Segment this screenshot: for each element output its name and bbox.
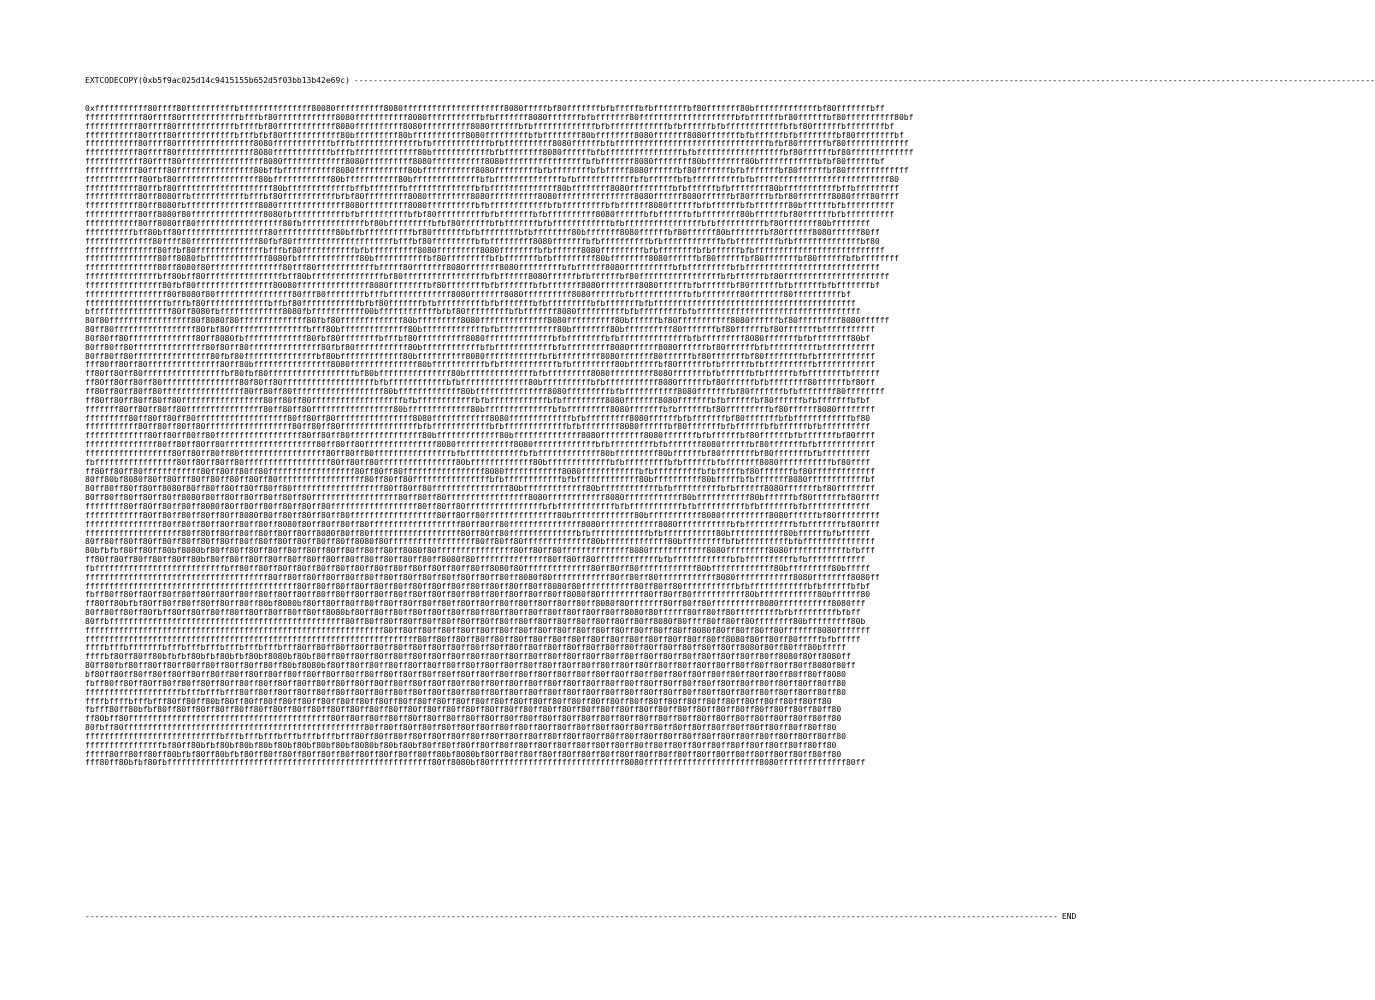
- dump-line: ffffffffffffffffffff80ff80ff80ff80ff80ff80ff80ff8080f80ff80fffffffffffffffffff80ff80ff80ffffffffffffffbfbffffffffffffbfbfffffffffff80bfffffffffff80bffffffbfbffffff: [85, 528, 871, 538]
- dump-line: ffffffffffffffffffffbfffbfffbfff80ff80ff80ff80ff80ff80ff80ff80ff80ff80ff80ff80ff80ff80ff80ff80ff80ff80ff80ff80ff80ff80ff80ff80ff80ff80ff80ff80ff80ff80ff80ff80: [85, 687, 846, 697]
- dump-line: ffffffffffffffffffffffffffffbfffbfffbfffbfffbfffbfffbfff80ff80ff80ff80ff80ff80ff80ff80ff80ff80ff80ff80ff80ff80ff80ff80ff80ff80ff80ff80ff80ff80ff80ff80ff80ff80: [85, 731, 846, 741]
- dump-line: ffffffffffffffffbf80ff80bfbf80bf80bf80bf80bf80bf80bf80bf8080bf80bf80bf80ff80ff80ff80ff80ff80ff80ff80ff80ff80ff80ff80ff80ff80ff80ff80ff80ff80ff80ff80ff80ff80: [85, 740, 837, 750]
- dump-header: [85, 76, 1375, 86]
- dump-line: fffffffffffffff80ff8080fbfffffffffffff8080fbfffffffffffff80bfffffffffffbf80fffffffffbfbfffffffbfbfffffffff80bffffffff8080ffffffbf80ffffffbf80fffffffbf80ffffffbfbffffffff: [85, 254, 899, 264]
- dump-line: bfffffffffffffffff80ff8080fbfffffffffffff8080fbfffffffffff00bffffffffffffbfbf80fffffffffbfbfffffff8080ffffffffffbfbfffffffffbfbffffffffffffffffffffffffffffffffff: [85, 307, 861, 317]
- dump-line: 80ff80ff80ff80fbff80ff80ff80ff80ff80ff80ff80ff80ff8080bf80ff80ff80ff80ff80ff80ff80ff80ff80ff80ff80ff80ff80ff80ff8080f80ffffff80ff80ff80fffffffffbfbfffffffffbfbff: [85, 608, 861, 618]
- dump-line: fbfffffffffffffffffffffffffffbff80ff80ff80ff80ff80ff80ff80ff80ff80ff80ff80ff80ff80ff8080f80ffffffffffffff80ff80ff80ffffffffffff80bfffffffffffff80bfffffffff80bfffff: [85, 563, 871, 573]
- dump-line: fff80ff80bfbf80fbfffffffffffffffffffffffffffffffffffffffffffffffffffffff80ff8080bf80ffffffffffffffffffffffffffff8080ffffffffffffffffffffffff8080ffffffffffffff80ff: [85, 758, 866, 768]
- dump-line: fffffffffffffffff80f8080f80ffffffffffffffff80fff80ffffffffbfffbfffffffffffff8080fffffff8080ffffffffff8080ffffffbfbfffffffffffbfbffffffff80fffffff80ffffffffffbf: [85, 289, 851, 299]
- dump-line: fffffffffff80ffff80ffffffffffffffff8080ffffffffffffbfffbfffffffffffff80bffffffffffffbfbffffffff8080ffffffbfbffffffffffffffffbfbffffffffffffffffffbf80ffffffbf80fffffffffffff: [85, 148, 914, 158]
- dump-line: ffffbfffbfffffffbfffbfffbfffbfffbfffbfffbfff80ff80ff80ff80ff80ff80ff80ff80ff80ff80ff80ff80ff80ff80ff80ff80ff80ff80ff80ff80ff80ff80ff80ff8080f80ff80fff80bfffff: [85, 643, 846, 653]
- dump-line: ffffffffffffffffffffffffffffffffffffffffffff80ff80ff80ff80ff80ff80ff80ff80ff80ff80ff80ff80ff80ff8080f80fffffffffff80ff80ff80fffffffffffbfbffffffffffffbfbffffffbfbf: [85, 581, 871, 591]
- dump-line: fffff80ff80ff80ff80bfbf80ff80bfbf80ff80ff80ff80ff80ff80ff80ff80ff80ff80ff80bf8080bf80ff80ff80ff80ff80ff80ff80ff80ff80ff80ff80ff80ff80ff80ff80ff80ff80ff80ff80: [85, 749, 842, 759]
- dump-line: ffffffffffffff80ffff80ffffffffffffff80fbf80fffffffffffffffffffffbfffbf80fffffffffbfbfffffffff8080fffffffbfbffffffffffbfbffffffffffffbfbfffffffffbfbffffffffffffffbf80: [85, 236, 880, 246]
- dump-line: fbfff80ff80bfbf80ff80ff80ff80ff80ff80ff80ff80ff80ff80ff80ff80ff80ff80ff80ff80ff80ff80ff80ff80ff80ff80ff80ff80ff80ff80ff80ff80ff80ff80ff80ff80ff80ff80ff80ff80: [85, 705, 842, 715]
- dump-line: fffffff80ff80ff80ff80ffffffffffffffff80ff80ff80fffffffffffffffff80bfffffffffffff80bffffffffffffffbfbfffffffff8080fffffffbfbffffffbf80fffffffffbf80ffffff8080ffffffff: [85, 404, 875, 414]
- dump-line: fffffffffff80ffff80ffffffffffffbfffbfbf80ffffffffffff80bfffffffff80bfffffffffff8080fffffffffbfbffffffff80bffffffff8080fffffff8080fffffffbfbffffffbfbffffffffbf80ffffffffbf: [85, 130, 904, 140]
- dump-line: 80ff80ff80ff80ff8080f80ff80ff80ff80ff80ff80fffffffffffffffffff80ff80ff80ffffffffffffffff80bfffffffffffff80bffffffffffffbfbffffffffffbfbffffff8080fffffffbf80ffffffff: [85, 484, 875, 494]
- dump-line: ff80ff80ff80ff80fffffffffffffffff80ff80ff80fffffffffffffffffff80bfffffffffffff80bfffffffffffffff8080fffffffffbfbfffffffffff8080fffffffbf80fffffffbfbffffffff80ffffffff: [85, 387, 885, 396]
- bytecode-dump: [85, 105, 915, 768]
- dump-line: 80ff80bf8080f80ff80fff80ff80ff80ff80ff80ffffffffffffffffff80ff80ff80ffffffffffffffffbfbffffffffffffbfbfffffffffffff80bffffffffff80bfffffbfbfffffff8080ffffffffffffbf: [85, 475, 875, 485]
- dump-line: fffffffffff80ff8080f80fffffffffffffff8080fbfffffffffffbfbffffffffffbfbf80ffffffffffbfbfffffffbfbffffffffff8080ffffffbfbffffffbfbffffffff80bffffffbf80ffffffbfbffffffffff: [85, 210, 895, 220]
- dump-line: 80ff80ff80fffffffffffffff80f80ff80fffffffffffffff80fbf80fffffffffff80bffffffffffffbfbffffffffffffbfbfffffffff8080ffffff8080ffffffbf80ffffffbfbffffffffffbfffffffffff: [85, 342, 875, 352]
- dump-line: fffffffff80ff80ff80ff80fffffffffffffffffff80ff80ff80ffffffffffffffff8080ffffffffffff8080fffffffffffffbfbfffffffff8080ffffffbfbfffffffbf80fffffffbfbffffffffffffbf80: [85, 413, 871, 423]
- dump-line: 80ff80ff80ff80ff80ff80ff80ff80ff80ff80ff80ff80ff80ff80ff8080f80ffffffffffffffffff80ff80ff80ffffffffffffff80bfffffffffffff80bfffffffffbfbffffffffffbfbfffffffffffffff: [85, 537, 875, 547]
- dump-line: 80ff80ff80ff80ff80ff8080f80ff80ff80ff80ff80ff80ffffffffffffffffff80ff80ff80fffffffffffffffff8080ffffffffffff8080ffffffffffff80bfffffffffff80bffffffbf80ffffffbf80ffff: [85, 493, 880, 503]
- dump-line: ff80ff80ff80fffffffffffffffffbf80fbf80ffffffffffffffffffbf80bfffffffffffffff80bffffffffffffffbfbfffffffff8080fffffffff8080fffffffbfbffffffbfbffffffbfbffffffffbffffff: [85, 369, 880, 379]
- dump-line: fbff80ff80ff80ff80ff80ff80ff80ff80ff80ff80ff80ff80ff80ff80ff80ff80ff80ff80ff80ff80ff80ff80ff80ff80ff8080f80fffffffff80ff80ff80fffffffffff80bffffffffffff80bffffff80: [85, 590, 871, 600]
- dump-line: 80f80ff80ffffffffffffff80ff8080fbfffffffffffff80fbf80ffffffffbfffbf80ffffffffff8080ffffffffffffffbfbffffffffbfbffffffffffffffbfbfffffffff8080fffffffbfbffffffff80bf: [85, 333, 871, 343]
- dump-line: fffffffffffffff80ff80ff80ff80fffffffffffffffffff80ff80ff80fffffffffffffff8080ffffffffffff8080fffffffffffffbfbfffffffffbfbfffffff8080ffffffbf80fffffffbfbffffffffffff: [85, 440, 875, 450]
- dump-line: fffffffffffffff80ff8080f80fffffffffffffff80fff80ffffffffffffbfffff80fffffff8080fffffff8080fffffffffbfbffffff8080ffffffffffbfbfffffffffbfbffffffffffffffffffffffffffff: [85, 263, 880, 273]
- dump-line: fbff80ff80ff80ff80ff80ff80ff80ff80ff80ff80ff80ff80ff80ff80ff80ff80ff80ff80ff80ff80ff80ff80ff80ff80ff80ff80ff80ff80ff80ff80ff80ff80ff80ff80ff80ff80ff80ff80ff80: [85, 678, 846, 688]
- dump-line: ffffffffffffffffff80ff80ff80ff80ffffffffffffffffff80ff80ff80ffffffffffffffffbfbffffffffffffbfbfffffffffffff80bfffffffff80bffffffbf80fffffffbf80fffffffbfbffffffffff: [85, 448, 871, 458]
- dump-line: ffffbf80ff80ff80bfbfbf80bfbf80bfbf80bf8080bf80bf80ff80ff80ff80ff80ff80ff80ff80ff80ff80ff80ff80ff80ff80ff80ff80ff80ff80ff80ff80ff80ff80ff80ff80ff8080f80ff8080ff: [85, 652, 851, 662]
- dump-line: fffffffffff80ff80ff80ff80ffffffffffffffffff80ff80ff80ffffffffffffffffbfbffffffffffffbfbfffffffffffffbfbffffffff8080ffffffbf80fffffffbfbffffffbfbffffffbfbffffffffff: [85, 422, 871, 432]
- dump-line: fffffffffffffffbff80bff80ffffffffffffffffbff80bfffffffffffffffbf80fffffffffffffffffbfbffffff8080ffffffbfbffffffbf80fffffffffffffffffbfbffffffbf80ffffffffffffffffffffff: [85, 272, 890, 282]
- dump-line: ff80ff80bfbf80ff80ff80ff80ff80ff80ff80bf8080bf80ff80ff80ff80ff80ff80ff80ff80ff80ff80ff80ff80ff80ff80ff80ff8080f80fffffff80ff80ff80ffffffffff8080fffffffffff8080fff: [85, 599, 866, 609]
- dump-line: fff80ff80ff80fffffffffffffff80ff80bffffffffffffffff8080ffffffffffffff80bfffffffffffbfbffffffffffffbfbfffffffff80bffffffbf80ffffffbfbffffffbfbffffffffffbffffffffffff: [85, 360, 875, 370]
- dump-line: ffffffffffbff80bff80ffffffffffffffffff80ffffffffffff80bffbffffffffffbf80fffffffbfbffffffffbfbffffffff80bfffffff8080ffffffbf80ffffff80bfffffffbf80ffffff8080ffffff80ff: [85, 227, 880, 237]
- dump-line: 80f80fffffffffffffffff80f8080f80ffffffffffffff80fbf80fffffffffffff80bfffffffff8080ffffffffffffff8080ffffffffff80bffffffbf80fffffffffff8080ffffffbf80fffffffff8080ffffff: [85, 316, 890, 326]
- dump-line: 80bfbfbf80ff80ff80bf8080bf80ff80ff80ff80ff80ff80ff80ff80ff80ff80ff8080f80ffffffffffffffff80ff80ff80ffffffffffffff8080ffffffffffff8080fffffffff8080ffffffffffffbfbfff: [85, 546, 875, 556]
- dump-line: ff80ff80ff80ffffffffffff80ff80ff80ff80ffffffffffffffffff80ff80ff80fffffffffffffffff8080ffffffffffff8080ffffffffffffbfbffffffffffbfbfffffbf80fffffffbf80fffffffffffff: [85, 466, 875, 476]
- dump-line: ffffffffffffffffffffffffffffffffffffffffffffffffffffffffffffff80ff80ff80ff80ff80ff80ff80ff80ff80ff80ff80ff80ff80ff80ff80ff80ff8080f80ff80ff80ff80fffffff8080fffffff: [85, 625, 871, 635]
- dump-line: ffffffffffff80fbf80fffffffffffffffff80bffffffffffff80bfffffffffff80bffffffffffffffbfbffffffffffffffbfbffffffffffffbfbffffffbfbffffffffffbfbffffffffffffffffffffffffffff80: [85, 174, 899, 184]
- header-rule: --------------------------------------------------------------------------------------------------------------------------------------------------------------------------------------------------------------------: [353, 76, 1375, 85]
- dump-line: fffffffffff80ff8080ff80ffffffffffffffffff80fbfffffffffffffbf80bfffffffffbfbf80ffffffbfbfffffffbfbffffffffffffbfbffffffffffffffffbfbffffffffffbf80fffffff80bffffffff: [85, 218, 871, 228]
- dump-line: fffffffffff80ffbf80ffffffffffffffffffff80bfffffffffffffbffbfffffffbffffffffffffffbfbffffffffffffff80bffffffff8080fffffffffbfbffffffbfbffffffff80bfffffffffffbffbfffffffff: [85, 183, 899, 193]
- dump-line: ffffffffffff80ffff80fffffffffffffffff8080fffffffffffff8080ffffffffff8080fffffffffff8080fffffffffffffffffbfbfffffff8080ffffffff80bffffffff80bffffffffffffbfbf80ffffffbf: [85, 157, 885, 167]
- dump-line: ffffffff80ff80ff80ff80ff8080f80ff80ff80ff80ff80ff80ffffffffffffffffff80ff80ff80ffffffffffffffffbfbffffffffffffbfbfffffffffffbfbffffffffffbfbfffffffbfbfffffffffffff: [85, 501, 871, 511]
- dump-line: fffffffffff80ff8080ffbfffffffffffbfffbf80fffffffffffbfbf80fffffffff8080fffffffff8080ffffffffff8080ffffffffffffffff8080ffffff8080ffffffbf80ffffbfbf80fffffff8080ffff80ffff: [85, 192, 899, 202]
- dump-line: ffffffffffff80ffff80ffffffffffffbfffbf80ffffffffffff8080fffffffffff8080fffffffffffbfbfffffff8080fffffffbfbfffffff80ffffffffffffffffffffbfbffffffbf80ffffffbf80ffffffffff80bf: [85, 112, 914, 122]
- dump-line: fffffffffffff80ff80ff80ff80ffffffffffffffffff80ff80ff80fffffffffffffff80bfffffffffffff80bffffffffffffff8080fffffffff8080fffffffbfbffffffbf80ffffffbfbfffffffbf80ffff: [85, 431, 875, 441]
- dump-line: ffffffffffffffff80ff80ff80ff80ff80ff80ff8080f80ff80ff80ff80fffffffffffffffffff80ff80ff80fffffffffffffff8080ffffffffffff8080fffffffffffbfbffffffffffbfbfffffffbf80ffff: [85, 519, 880, 529]
- dump-line: 80ffbfffffffffffffffffffffffffffffffffffffffffffffffff80ff80ff80ff80ff80ff80ff80ff80ff80ff80ff80ff80ff80ff80ff80ff80ff8080f80ffff80ff80ff80ffffffff80bfffffffff80b: [85, 616, 866, 626]
- dump-line: fffffffffff80ffff80ffffffffffffffff8080ffffffffffffbfffbfffffffffffffbfbffffffffffffbfbffffffffff8080ffffffbfbffffffffffffffffffffffffffffffffbfbf80ffffffbf80fffffffffffff: [85, 139, 909, 149]
- dump-line: fffffffffff80ff8080fbfffffffffffffff8080ffffffffffffff8080fffffffff8080ffffffffffbfbffffffffffffbfbfffffffffbfbffffff8080ffffffbfbffffffbfbfffffff80bffffffbfbffffffffff: [85, 201, 895, 211]
- footer-rule: ----------------------------------------------------------------------------------------------------------------------------------------------------------------------------------------------------------: [85, 912, 1058, 921]
- end-label: END: [1061, 912, 1077, 921]
- dump-line: ffffffffffffffff80fbf80ffffffffffffffff80080fffffffffffffff8080ffffffffbf80ffffffffbfbfffffffbfbfffffff8080ffffffff8080ffffffbfbffffffbf80ffffffbfbffffffbfbfffffffbf: [85, 280, 880, 290]
- dump-line: 80ff80fbf80ff80ff80ff80ff80ff80ff80ff80ff80bf8080bf80ff80ff80ff80ff80ff80ff80ff80ff80ff80ff80ff80ff80ff80ff80ff80ff80ff80ff80ff80ff80ff80ff80ff80ff80ff8080f80ff: [85, 661, 856, 671]
- dump-line: ff80ff80ff80ff80ffffffffffffffff80f80ff80fffffffffffffffffffbfbffffffffffffbfbffffffffffffff80bffffffffffbfbfffffffffff8080ffffffbf80ffffffbfbffffffff80ffffffbf80ff: [85, 378, 875, 388]
- dump-line: 0xfffffffffff80ffff80ffffffffffbfffffffffffffff80080ffffffffff8080fffffffffffffffffffff8080fffffbf80fffffffbfbfffffbfbfffffffbf80fffffff80bfffffffffffffbf80fffffffbff: [85, 104, 885, 113]
- dump-line: fffffffffff80ffff80ffffffffffffbffffbf80ffffffffffff8080ffffffffff8080ffffffffff8080ffffffbfbfffffffffffffbfbffffffffffffbfbffffffbfbffffffffffffbfbf80ffffffbffffffffbf: [85, 121, 895, 131]
- dump-line: 80ff80ff80ffffffffffffffff80fbf80fffffffffffffffbf80bfffffffffffff80bffffffffff8080ffffffffffffbfbfffffffff8080fffffff80ffffffbf80fffffffbf80ffffffffbfbffffffffffff: [85, 351, 875, 361]
- dump-line: fffffffffff80ffff80ffffffffffffffff80bffbfffffffffff8080fffffffffff80bfffffffffff8080fffffffffbfbffffffffbfbfffff8080ffffffbf80fffffffbfbfffffffbf80ffffffbf80fffffffffffff: [85, 165, 909, 175]
- dump-line: 80ff80fffffffffffffffff80fbf80ffffffffffffffffbfff80bffffffffffffff80bfffffffffffffbfbffffffffffff80bffffffff80bffffffffff80fffffffbf80ffffffbf80fffffffbfffffffffff: [85, 325, 875, 335]
- opcode-call-label: EXTCODECOPY(0xb5f9ac025d14c9415155b652d5f03bb13b42e69c): [85, 76, 350, 85]
- dump-line: fffffffffffffffffbfffbf80fffffffffffffbffbf80ffffffffffffbfbf80fffffffbfbffffffffffbfbfffffffbfbfffffffffbfbfffffffbfbffffffffffffffffffffffffffffffffffffffffff: [85, 298, 856, 308]
- dump-line: ff80bff80ffffffffffffffffffffffffffffffffffffffffff80ff80ff80ff80ff80ff80ff80ff80ff80ff80ff80ff80ff80ff80ff80ff80ff80ff80ff80ff80ff80ff80ff80ff80ff80ff80ff80: [85, 714, 842, 724]
- dump-line: 80fbff80ffffffffffffffffffffffffffffffffffffffffffffffffff80ff80ff80ff80ff80ff80ff80ff80ff80ff80ff80ff80ff80ff80ff80ff80ff80ff80ff80ff80ff80ff80ff80ff80ff80: [85, 723, 837, 733]
- dump-line: fffffffffffffff80ffbf80ffffffffffffffbfffbf80fffffffffffbfbffffffffff8080fffffffff8080ffffffffbfbffffff8080fffffffffbfbffffffffbfbffffffbfbfffffffffffffffffffffffffff: [85, 245, 885, 255]
- dump-line: ffffffffffffffffffffffffffffffffffffff80ff80ff80ff80ff80ff80ff80ff80ff80ff80ff80ff80ff80ff8080f80ffffffffffff80ff80ff80ffffffffffff8080ffffffffffff8080ffffffff8080ff: [85, 572, 880, 582]
- dump-line: ff80ff80ff80ff80ff80ff80bf80ff80ff80ff80ff80ff80ff80ff80ff80ff80ff80ff80ff8080f80fffffffffffffff80ff80ff80fffffffffffffbfbffffffffffffbfbffffffffffbfbffffffffffff: [85, 555, 866, 565]
- dump-line: fbfffffffffffffffff80ff80ff80ff80ffffffffffffffffff80ff80ff80ffffffffffffffff80bfffffffffffff80bfffffffffffffbfbfffffffffbfbffffffbfbfffffff8080fffffffffffbf80ffff: [85, 457, 871, 467]
- dump-line: fffffffffffffffffffffffffffffffffffffffffffffffffffffffffffffffffffff80ff80ff80ff80ff80ff80ff80ff80ff80ff80ff80ff80ff80ff80ff80ff80ff8080f80ff80ff80fffffbfbfffff: [85, 634, 861, 644]
- dump-footer: [85, 912, 1077, 922]
- dump-line: bf80ff80ff80ff80ff80ff80ff80ff80ff80ff80ff80ff80ff80ff80ff80ff80ff80ff80ff80ff80ff80ff80ff80ff80ff80ff80ff80ff80ff80ff80ff80ff80ff80ff80ff80ff80ff80ff80ff8080: [85, 670, 846, 679]
- dump-line: ffffbffffbfffbfff80ff80ff80bf80ff80ff80ff80ff80ff80ff80ff80ff80ff80ff80ff80ff80ff80ff80ff80ff80ff80ff80ff80ff80ff80ff80ff80ff80ff80ff80ff80ff80ff80ff80ff80: [85, 696, 832, 706]
- dump-line: ff80ff80ff80ff80ff80fffffffffffffffff80ff80ff80fffffffffffffffffffbfbffffffffffffbfbffffffffffffbfbfffffffff8080fffffff8080fffffffbfbffffffbf80ffffffbfbfffffffbfbf: [85, 395, 871, 405]
- dump-line: ffffffffffff80ff80ff80ff80ff80ff8080f80ff80ff80ff80ff80ffffffffffffffffff80ff80ff80fffffffffffffff80bfffffffffffff80bfffffffffff8080ffffffffff8080ffffffbf80fffffffff: [85, 510, 880, 520]
